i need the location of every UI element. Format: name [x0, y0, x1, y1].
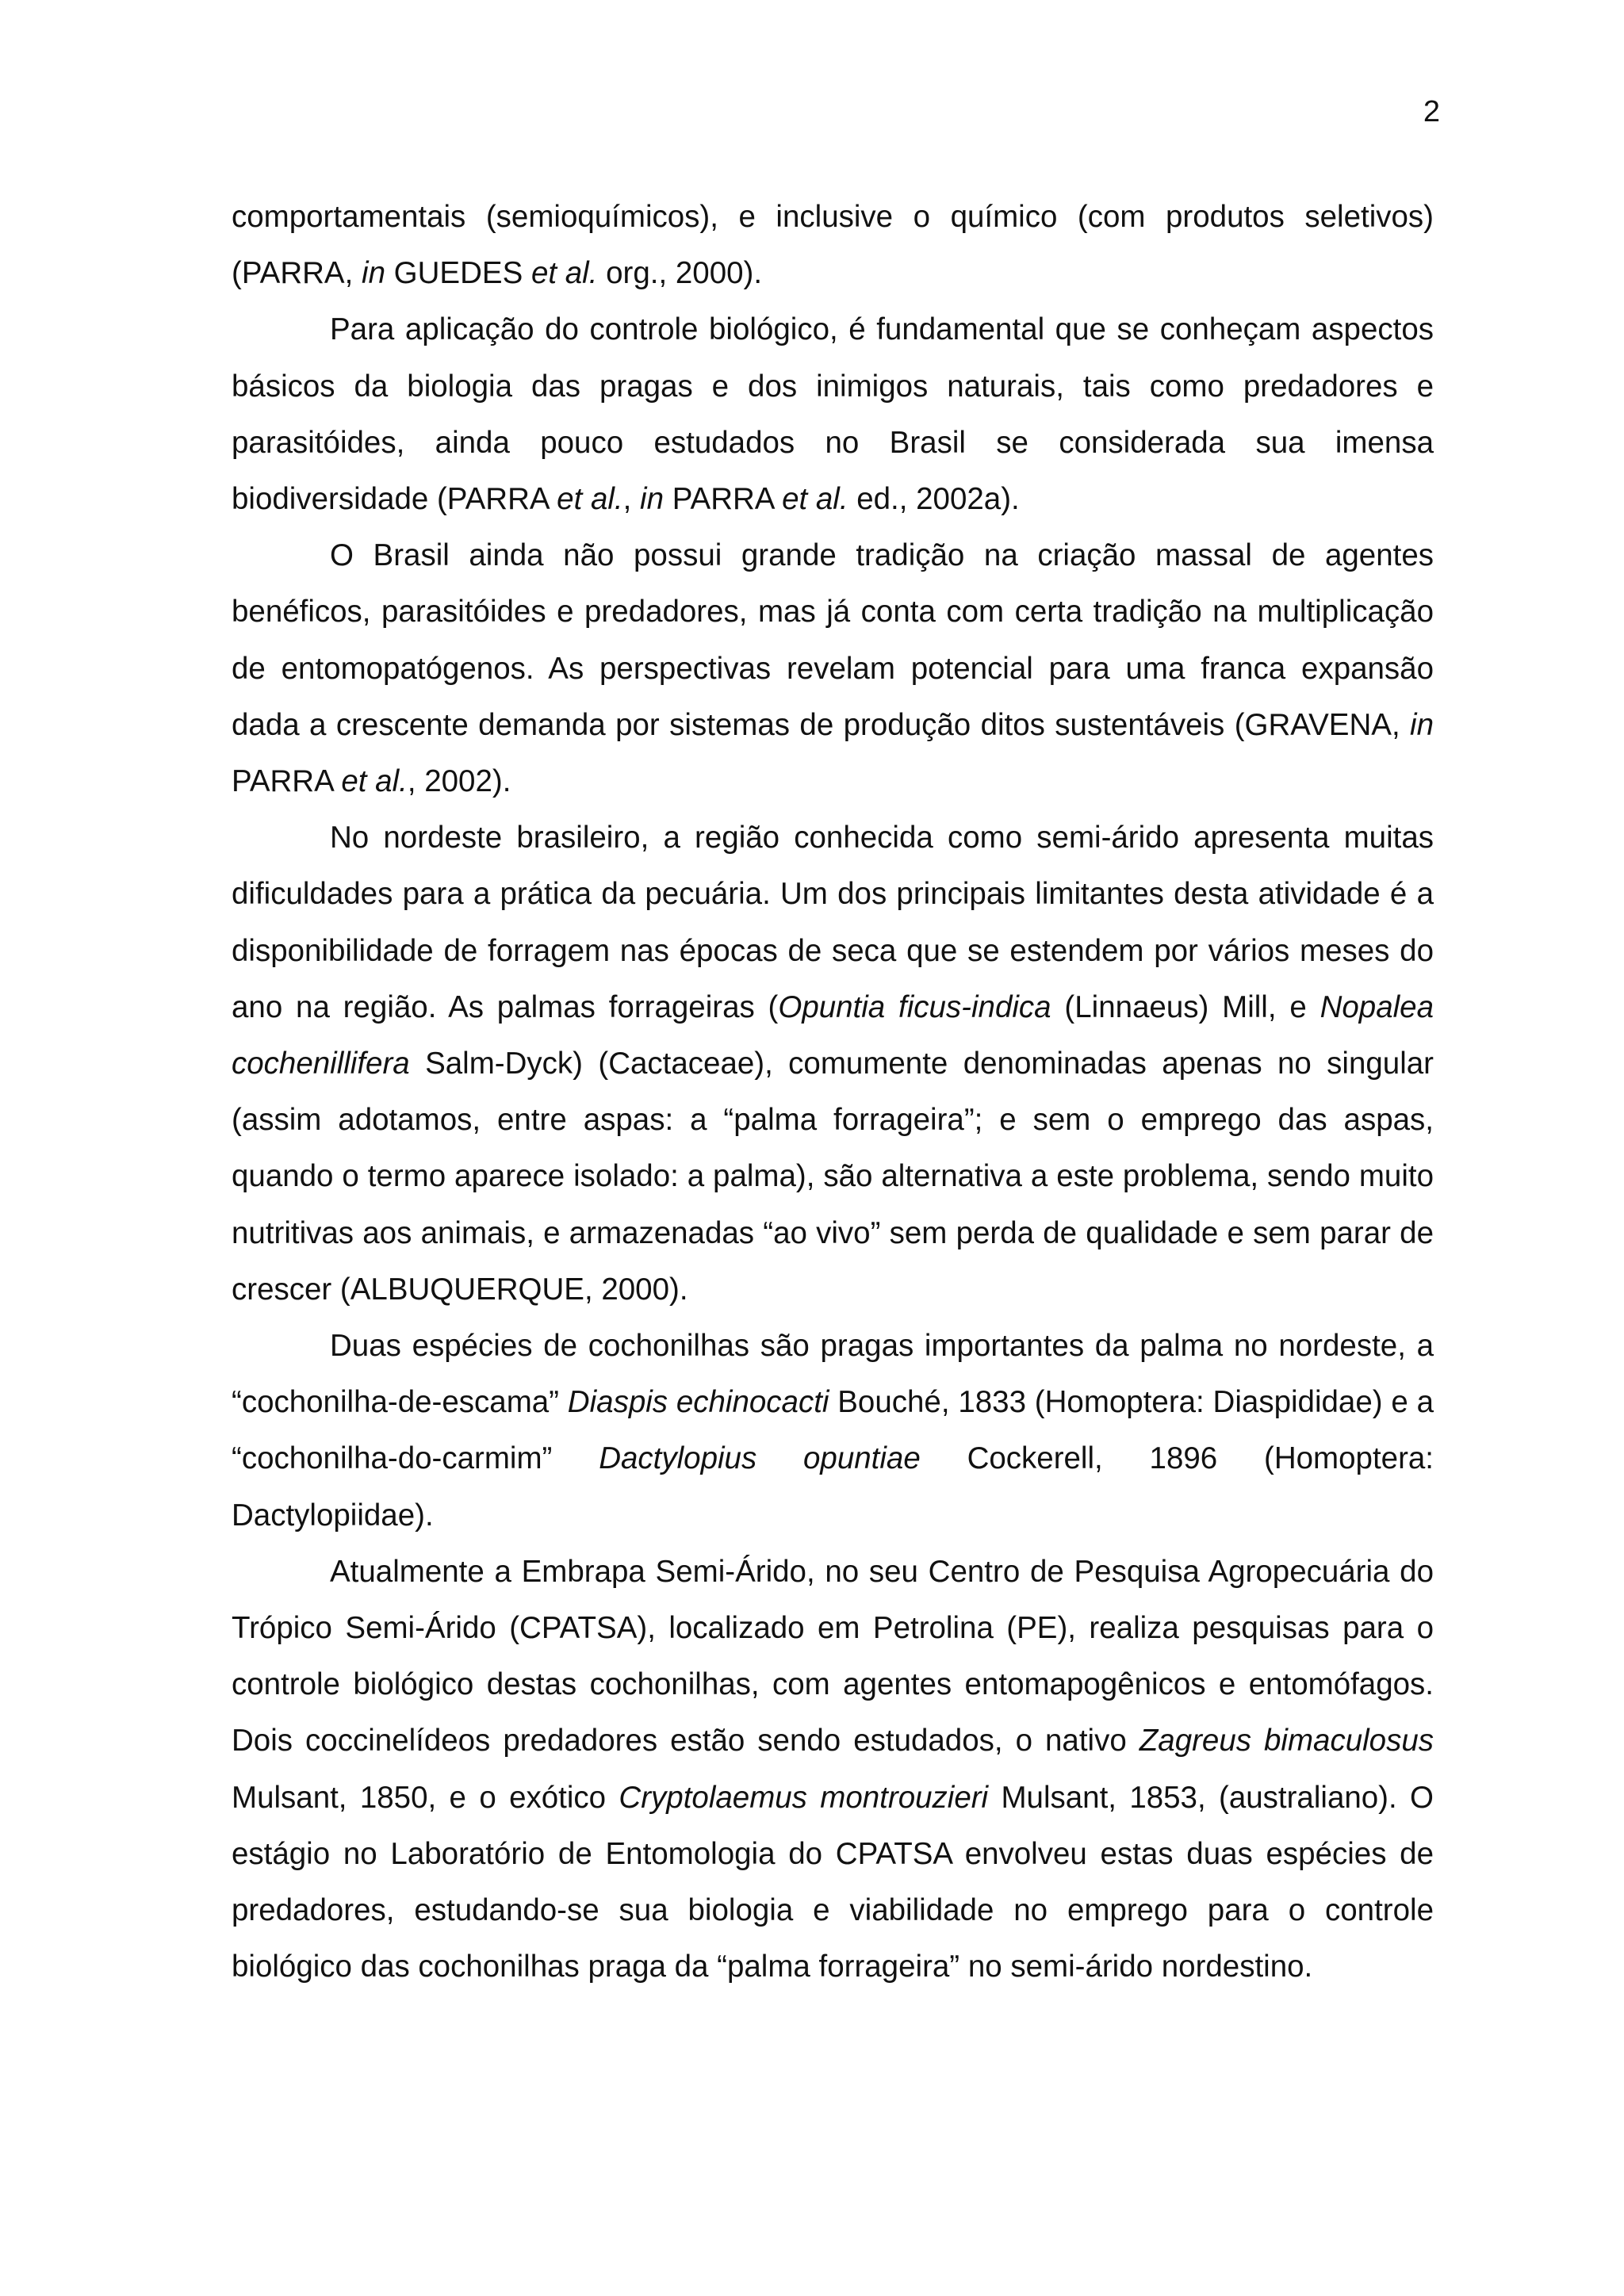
paragraph — [232, 189, 1434, 301]
italic-text: Zagreus bimaculosus — [1139, 1724, 1434, 1758]
paragraph — [232, 527, 1434, 809]
text-run: (Linnaeus) Mill, e — [1051, 989, 1320, 1024]
text-run: PARRA — [664, 482, 783, 517]
italic-text: et al. — [782, 482, 848, 517]
italic-text: et al. — [341, 764, 408, 799]
text-run: Para aplicação do controle biológico, é fundamental que se conheçam aspectos básicos da biologia das pragas e dos inimigos naturais, tais como predadores e parasitóides, ainda pouco estudados no Brasil se considerada sua imensa biodiversidade (PARRA — [232, 312, 1434, 517]
italic-text: in — [640, 482, 664, 517]
paragraph — [232, 809, 1434, 1318]
italic-text: in — [1410, 707, 1434, 742]
text-run: Salm-Dyck) (Cactaceae), comumente denominadas apenas no singular (assim adotamos, entre aspas: a “palma forrageira”; e sem o emprego das aspas, quando o termo aparece isolado: a palma), são alternativa a este problema, sendo muito nutritivas aos animais, e armazenadas “ao vivo” sem perda de qualidade e sem parar de crescer (ALBUQUERQUE, 2000). — [232, 1047, 1434, 1307]
text-run: ed., 2002a). — [848, 482, 1020, 517]
text-run: , 2002). — [407, 764, 511, 799]
text-run: Duas espécies de cochonilhas são pragas importantes da palma no nordeste, a “cochonilha-de-escama” — [232, 1329, 1434, 1420]
text-run: Bouché, 1833 (Homoptera: Diaspididae) e a “cochonilha-do-carmim” — [232, 1385, 1434, 1476]
italic-text: Opuntia ficus-indica — [778, 989, 1051, 1024]
text-run: org., 2000). — [597, 256, 763, 291]
text-run: O Brasil ainda não possui grande tradição na criação massal de agentes benéficos, parasitóides e predadores, mas já conta com certa tradição na multiplicação de entomopatógenos. As perspectivas revelam potencial para uma franca expansão dada a crescente demanda por sistemas de produção ditos sustentáveis (GRAVENA, — [232, 538, 1434, 742]
paragraph — [232, 301, 1434, 527]
italic-text: Dactylopius opuntiae — [599, 1441, 921, 1476]
text-run: , — [622, 482, 641, 517]
italic-text: Diaspis echinocacti — [567, 1385, 829, 1420]
text-run: Cockerell, 1896 (Homoptera: Dactylopiidae). — [232, 1441, 1434, 1533]
italic-text: in — [362, 256, 385, 291]
text-run: Atualmente a Embrapa Semi-Árido, no seu Centro de Pesquisa Agropecuária do Trópico Semi-Árido (CPATSA), localizado em Petrolina (PE), realiza pesquisas para o controle biológico destas cochonilhas, com agentes entomapogênicos e entomófagos. Dois coccinelídeos predadores estão sendo estudados, o nativo — [232, 1554, 1434, 1758]
document-body — [232, 189, 1434, 1996]
italic-text: et al. — [557, 482, 623, 517]
text-run: comportamentais (semioquímicos), e inclusive o químico (com produtos seletivos) (PARRA, — [232, 200, 1434, 291]
paragraph — [232, 1318, 1434, 1544]
italic-text: et al. — [530, 256, 598, 291]
paragraph — [232, 1544, 1434, 1996]
text-run: Mulsant, 1853, (australiano). O estágio no Laboratório de Entomologia do CPATSA envolveu estas duas espécies de predadores, estudando-se sua biologia e viabilidade no emprego para o controle biológico das cochonilhas praga da “palma forrageira” no semi-árido nordestino. — [232, 1780, 1434, 1984]
text-run: Mulsant, 1850, e o exótico — [232, 1780, 619, 1815]
text-run: PARRA — [232, 764, 342, 799]
text-run: No nordeste brasileiro, a região conhecida como semi-árido apresenta muitas dificuldades para a prática da pecuária. Um dos principais limitantes desta atividade é a disponibilidade de forragem nas épocas de seca que se estendem por vários meses do ano na região. As palmas forrageiras ( — [232, 821, 1434, 1024]
italic-text: Cryptolaemus montrouzieri — [619, 1780, 989, 1815]
italic-text: Nopalea cochenillifera — [232, 989, 1434, 1081]
page-number: 2 — [1423, 95, 1440, 128]
text-run: GUEDES — [385, 256, 531, 291]
